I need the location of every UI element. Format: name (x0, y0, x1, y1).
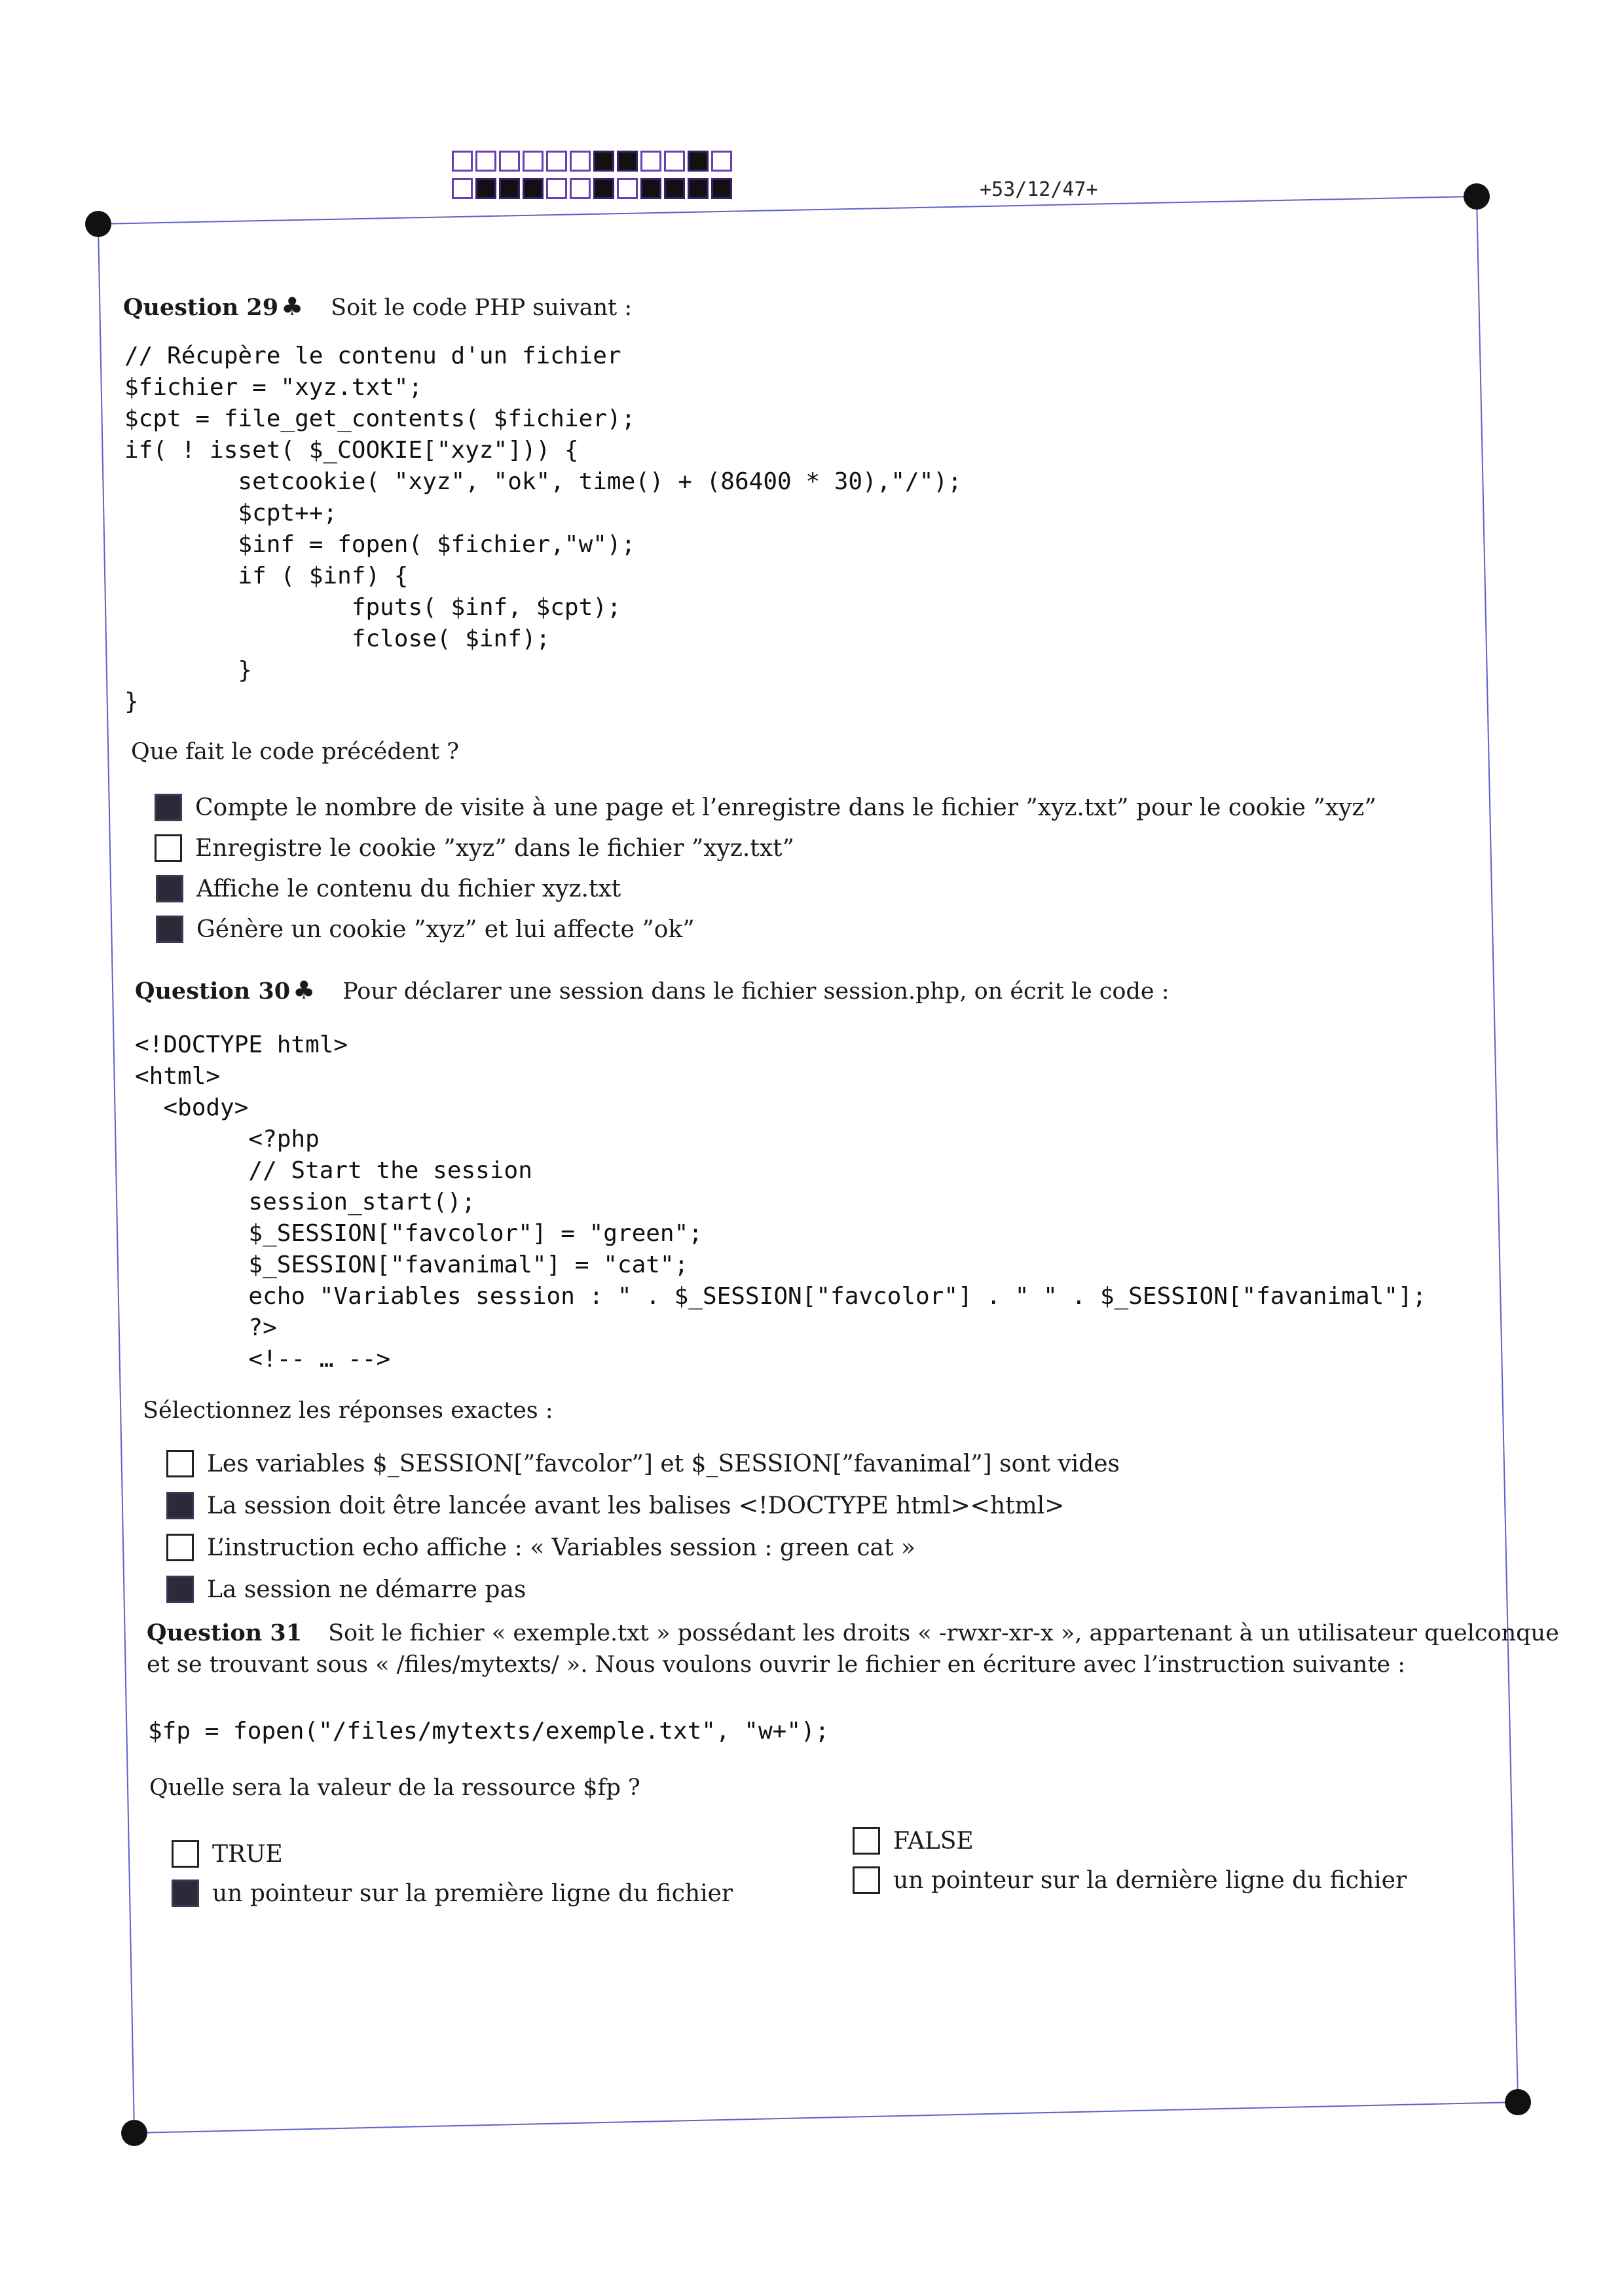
question-30-header (135, 976, 1170, 1005)
q30-option-1-label: Les variables $_SESSION[”favcolor”] et $_SESSION[”favanimal”] sont vides (207, 1450, 1120, 1477)
q31-option-first-line-label: un pointeur sur la première ligne du fichier (212, 1879, 733, 1907)
barcode-cell (546, 151, 567, 172)
q29-option-4-label: Génère un cookie ”xyz” et lui affecte ”ok” (196, 916, 695, 943)
question-31-code: $fp = fopen("/files/mytexts/exemple.txt", "w+"); (148, 1718, 830, 1745)
club-icon: ♣ (281, 292, 304, 321)
header-barcode (452, 151, 735, 206)
q29-option-2-checkbox[interactable] (155, 834, 182, 862)
frame-right-line (1477, 196, 1518, 2102)
question-31-label: Question 31 (147, 1620, 303, 1646)
q29-option-2[interactable] (155, 834, 794, 862)
barcode-cell (570, 151, 591, 172)
barcode-cell (570, 178, 591, 199)
barcode-cell (617, 178, 638, 199)
q31-option-last-line[interactable] (853, 1866, 1407, 1894)
q31-option-false[interactable] (853, 1827, 974, 1855)
barcode-cell (688, 151, 709, 172)
barcode-cell (475, 178, 496, 199)
barcode-cell (593, 178, 614, 199)
barcode-cell (523, 151, 544, 172)
corner-marker-top-left (85, 211, 111, 237)
q30-option-2-label: La session doit être lancée avant les balises <!DOCTYPE html><html> (207, 1492, 1065, 1519)
barcode-cell (617, 151, 638, 172)
barcode-cell (499, 178, 520, 199)
barcode-cell (593, 151, 614, 172)
barcode-cell (711, 151, 732, 172)
q31-option-true-checkbox[interactable] (172, 1840, 199, 1868)
question-29-prompt: Que fait le code précédent ? (131, 739, 460, 765)
question-30-label: Question 30 (135, 978, 291, 1005)
question-31-intro: Soit le fichier « exemple.txt » possédant les droits « -rwxr-xr-x », appartenant à un utilisateur quelconque et se trouvant sous « /files/mytexts/ ». Nous voulons ouvrir le fichier en écriture avec l’instruction suivante : (147, 1620, 1559, 1678)
club-icon: ♣ (293, 976, 316, 1005)
barcode-cell (475, 151, 496, 172)
barcode-cell (452, 151, 473, 172)
question-29-header (123, 292, 632, 321)
barcode-cell (452, 178, 473, 199)
barcode-cell (523, 178, 544, 199)
q30-option-1[interactable] (166, 1450, 1120, 1477)
page-code: +53/12/47+ (980, 178, 1098, 201)
q30-option-4-checkbox[interactable] (166, 1576, 194, 1603)
barcode-cell (664, 151, 685, 172)
q29-option-2-label: Enregistre le cookie ”xyz” dans le fichier ”xyz.txt” (195, 834, 794, 862)
q29-option-4[interactable] (156, 916, 695, 943)
question-29-intro: Soit le code PHP suivant : (331, 295, 633, 321)
q31-option-last-line-label: un pointeur sur la dernière ligne du fichier (893, 1866, 1407, 1894)
corner-marker-top-right (1464, 183, 1490, 210)
q30-option-2[interactable] (166, 1492, 1064, 1519)
q29-option-4-checkbox[interactable] (156, 916, 183, 943)
barcode-cell (688, 178, 709, 199)
q29-option-3[interactable] (156, 875, 621, 902)
frame-top-line (98, 196, 1477, 224)
q29-option-1-label: Compte le nombre de visite à une page et l’enregistre dans le fichier ”xyz.txt” pour le cookie ”xyz” (195, 794, 1376, 821)
q31-option-false-label: FALSE (893, 1827, 974, 1855)
question-29-code: // Récupère le contenu d'un fichier $fichier = "xyz.txt"; $cpt = file_get_contents( $fichier); if( ! isset( $_COOKIE["xyz"])) { setcookie( "xyz", "ok", time() + (86400 * 30),"/"); $cpt++; $inf = fopen( $fichier,"w"); if ( $inf) { fputs( $inf, $cpt); fclose( $inf); } } (124, 343, 962, 715)
barcode-cell (546, 178, 567, 199)
question-30-intro: Pour déclarer une session dans le fichier session.php, on écrit le code : (342, 978, 1170, 1005)
q29-option-3-checkbox[interactable] (156, 875, 183, 902)
q29-option-3-label: Affiche le contenu du fichier xyz.txt (196, 875, 621, 902)
barcode-cell (499, 151, 520, 172)
question-30-prompt: Sélectionnez les réponses exactes : (143, 1398, 553, 1424)
q29-option-1[interactable] (155, 794, 1376, 821)
q30-option-4-label: La session ne démarre pas (207, 1576, 526, 1603)
q31-option-false-checkbox[interactable] (853, 1827, 880, 1855)
barcode-cell (664, 178, 685, 199)
q29-option-1-checkbox[interactable] (155, 794, 182, 821)
question-31-prompt: Quelle sera la valeur de la ressource $fp ? (149, 1775, 640, 1801)
q30-option-3-checkbox[interactable] (166, 1534, 194, 1561)
barcode-row (452, 151, 735, 173)
q30-option-2-checkbox[interactable] (166, 1492, 194, 1519)
barcode-cell (711, 178, 732, 199)
q31-option-true[interactable] (172, 1840, 283, 1868)
barcode-row (452, 178, 735, 200)
q30-option-3-label: L’instruction echo affiche : « Variables session : green cat » (207, 1534, 915, 1561)
question-31-header (147, 1618, 1561, 1680)
frame-bottom-line (134, 2102, 1518, 2133)
barcode-cell (640, 178, 661, 199)
corner-marker-bottom-right (1505, 2089, 1531, 2115)
q31-option-true-label: TRUE (212, 1840, 283, 1868)
barcode-cell (640, 151, 661, 172)
corner-marker-bottom-left (121, 2120, 147, 2146)
q30-option-1-checkbox[interactable] (166, 1450, 194, 1477)
q30-option-4[interactable] (166, 1576, 526, 1603)
q31-option-first-line-checkbox[interactable] (172, 1879, 199, 1907)
q31-option-last-line-checkbox[interactable] (853, 1866, 880, 1894)
q31-option-first-line[interactable] (172, 1879, 733, 1907)
question-29-label: Question 29 (123, 294, 279, 321)
question-30-code: <!DOCTYPE html> <html> <body> <?php // Start the session session_start(); $_SESSION["favcolor"] = "green"; $_SESSION["favanimal"] = "cat"; echo "Variables session : " . $_SESSION["favcolor"] . " " . $_SESSION["favanimal"]; ?> <!-- … --> (135, 1031, 1427, 1373)
q30-option-3[interactable] (166, 1534, 915, 1561)
